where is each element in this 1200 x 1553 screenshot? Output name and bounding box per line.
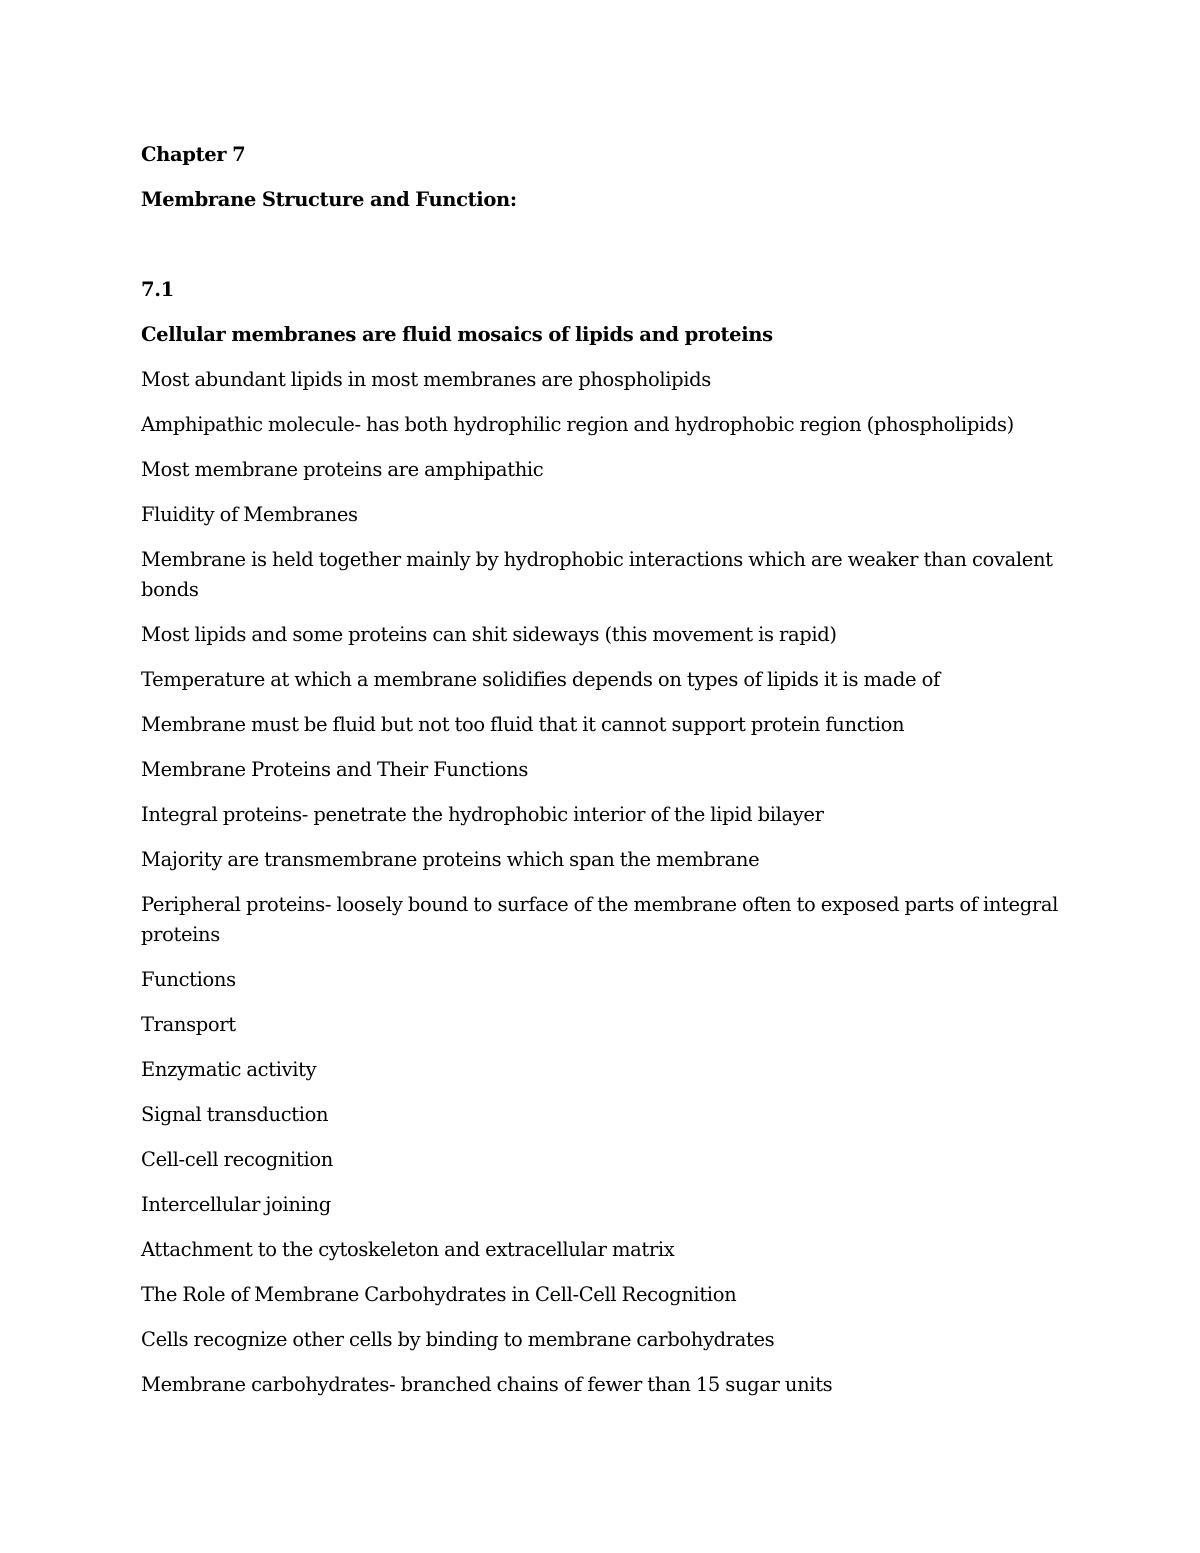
text-line: The Role of Membrane Carbohydrates in Cell-Cell Recognition	[141, 1283, 737, 1306]
text-line: Signal transduction	[141, 1103, 329, 1126]
text-line: Peripheral proteins- loosely bound to surface of the membrane often to exposed parts of integral proteins	[141, 893, 1058, 946]
chapter-label: Chapter 7	[141, 143, 246, 166]
document-body	[141, 140, 1061, 1415]
text-line: Majority are transmembrane proteins which span the membrane	[141, 848, 760, 871]
text-line: Cell-cell recognition	[141, 1148, 333, 1171]
text-line: Membrane Proteins and Their Functions	[141, 758, 529, 781]
text-line: Enzymatic activity	[141, 1058, 317, 1081]
text-line: Functions	[141, 968, 236, 991]
text-line: Cells recognize other cells by binding to membrane carbohydrates	[141, 1328, 775, 1351]
text-line: Membrane carbohydrates- branched chains of fewer than 15 sugar units	[141, 1373, 833, 1396]
text-line: Integral proteins- penetrate the hydrophobic interior of the lipid bilayer	[141, 803, 824, 826]
text-line: Fluidity of Membranes	[141, 503, 358, 526]
text-line: Membrane is held together mainly by hydrophobic interactions which are weaker than covalent bonds	[141, 548, 1053, 601]
text-line: Transport	[141, 1013, 236, 1036]
section-title: Cellular membranes are fluid mosaics of lipids and proteins	[141, 323, 773, 346]
text-line: Intercellular joining	[141, 1193, 331, 1216]
section-number: 7.1	[141, 278, 174, 301]
text-line: Most lipids and some proteins can shit sideways (this movement is rapid)	[141, 623, 837, 646]
text-line: Attachment to the cytoskeleton and extracellular matrix	[141, 1238, 675, 1261]
chapter-title: Membrane Structure and Function:	[141, 188, 517, 211]
text-line: Membrane must be fluid but not too fluid that it cannot support protein function	[141, 713, 905, 736]
text-line: Most membrane proteins are amphipathic	[141, 458, 544, 481]
text-line: Amphipathic molecule- has both hydrophilic region and hydrophobic region (phospholipids)	[141, 413, 1014, 436]
text-line: Most abundant lipids in most membranes are phospholipids	[141, 368, 711, 391]
text-line: Temperature at which a membrane solidifies depends on types of lipids it is made of	[141, 668, 940, 691]
